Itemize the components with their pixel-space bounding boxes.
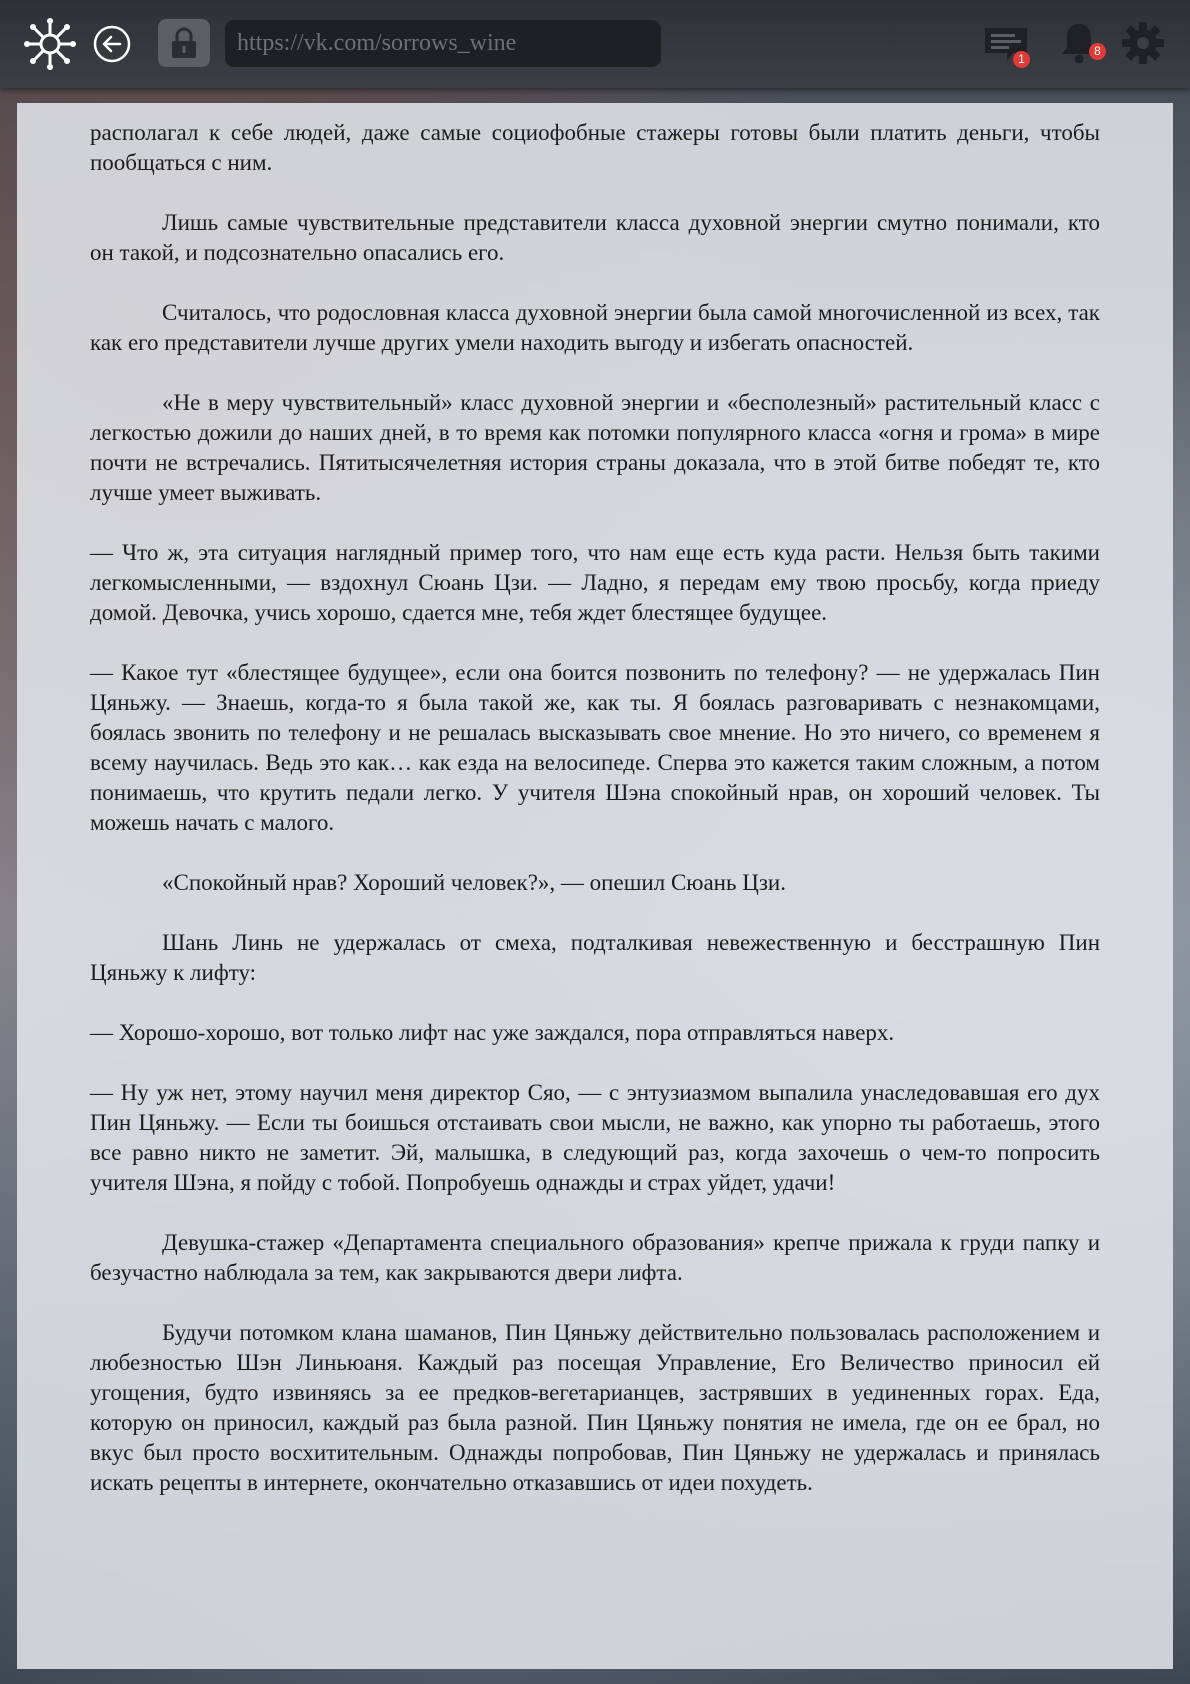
paragraph: Шань Линь не удержалась от смеха, подталкивая невежественную и бесстрашную Пин Цяньжу к лифту: [90, 930, 1100, 985]
gear-icon [1121, 21, 1165, 65]
url-text: https://vk.com/sorrows_wine [237, 30, 517, 56]
paragraph: — Хорошо-хорошо, вот только лифт нас уже заждался, пора отправляться наверх. [90, 1020, 895, 1045]
back-button[interactable] [90, 22, 134, 66]
settings-button[interactable] [1118, 18, 1168, 68]
notifications-count-badge: 8 [1089, 43, 1106, 60]
back-arrow-icon [92, 24, 132, 64]
paragraph: Лишь самые чувствительные представители класса духовной энергии смутно понимали, кто он такой, и подсознательно опасались его. [90, 210, 1100, 265]
notifications-button[interactable] [1056, 18, 1102, 68]
paragraph: «Спокойный нрав? Хороший человек?», — опешил Сюань Цзи. [162, 870, 786, 895]
lock-icon [169, 26, 199, 60]
network-logo-icon[interactable] [22, 16, 78, 72]
paragraph: «Не в меру чувствительный» класс духовной энергии и «бесполезный» растительный класс с легкостью дожили до наших дней, в то время как потомки популярного класса «огня и грома» в мире почти не встречались. Пятитысячелетняя история страны доказала, что в этой битве победят те, кто лучше умеет выживать. [90, 390, 1100, 505]
address-bar[interactable] [225, 20, 661, 67]
paragraph: — Ну уж нет, этому научил меня директор Сяо, — с энтузиазмом выпалила унаследовавшая его дух Пин Цяньжу. — Если ты боишься отстаивать свои мысли, не важно, как упорно ты работаешь, этого все равно никто не заметит. Эй, малышка, в следующий раз, когда захочешь о чем-то попросить учителя Шэна, я пойду с тобой. Попробуешь однажды и страх уйдет, удачи! [90, 1080, 1100, 1195]
paragraph: Считалось, что родословная класса духовной энергии была самой многочисленной из всех, так как его представители лучше других умели находить выгоду и избегать опасностей. [90, 300, 1100, 355]
messages-count-badge: 1 [1013, 51, 1030, 68]
paragraph: Будучи потомком клана шаманов, Пин Цяньжу действительно пользовалась расположением и любезностью Шэн Линьюаня. Каждый раз посещая Управление, Его Величество приносил ей угощения, будто извиняясь за ее предков-вегетарианцев, застрявших в уединенных горах. Еда, которую он приносил, каждый раз была разной. Пин Цяньжу понятия не имела, где он ее брал, но вкус был просто восхитительным. Однажды попробовав, Пин Цяньжу не удержалась и принялась искать рецепты в интернете, окончательно отказавшись от идеи похудеть. [90, 1320, 1100, 1495]
messages-button[interactable] [980, 20, 1032, 70]
paragraph: располагал к себе людей, даже самые социофобные стажеры готовы были платить деньги, чтобы пообщаться с ним. [90, 120, 1100, 175]
paragraph: — Что ж, эта ситуация наглядный пример того, что нам еще есть куда расти. Нельзя быть такими легкомысленными, — вздохнул Сюань Цзи. — Ладно, я передам ему твою просьбу, когда приеду домой. Девочка, учись хорошо, сдается мне, тебя ждет блестящее будущее. [90, 540, 1100, 625]
reading-panel [17, 103, 1173, 1669]
paragraph: Девушка-стажер «Департамента специального образования» крепче прижала к груди папку и безучастно наблюдала за тем, как закрываются двери лифта. [90, 1230, 1100, 1285]
browser-toolbar [0, 0, 1190, 88]
paragraph: — Какое тут «блестящее будущее», если она боится позвонить по телефону? — не удержалась Пин Цяньжу. — Знаешь, когда-то я была такой же, как ты. Я боялась разговаривать с незнакомцами, боялась звонить по телефону и не решалась высказывать свое мнение. Но это ничего, со временем я всему научилась. Ведь это как… как езда на велосипеде. Сперва это кажется таким сложным, а потом понимаешь, что крутить педали легко. У учителя Шэна спокойный нрав, он хороший человек. Ты можешь начать с малого. [90, 660, 1100, 835]
security-lock-button[interactable] [158, 19, 210, 67]
